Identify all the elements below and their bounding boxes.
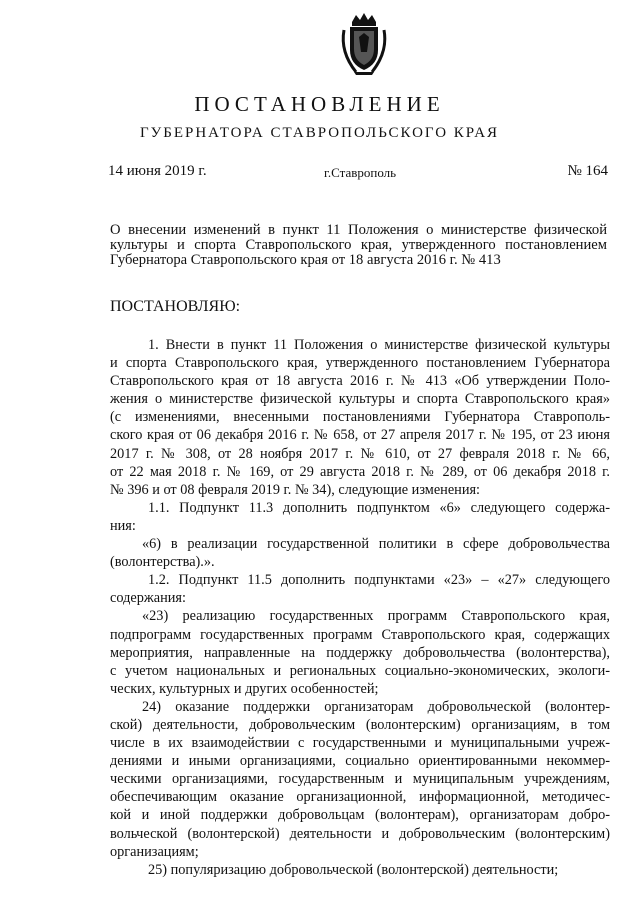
body-line: мероприятия, направленные на поддержку добровольчества (волонтерства), (110, 644, 610, 661)
document-subtitle: ГУБЕРНАТОРА СТАВРОПОЛЬСКОГО КРАЯ (139, 125, 500, 141)
body-line: дениями и иными организациями, социально ориентированными некоммер- (110, 753, 610, 770)
body-line: «6) в реализации государственной политики в сфере добровольчества (142, 536, 610, 553)
body-line: ской) деятельности, добровольческим (волонтерским) организациям, в том (110, 716, 610, 733)
body-line: 24) оказание поддержки организаторам добровольческой (волонтер- (142, 698, 610, 715)
decree-word: ПОСТАНОВЛЯЮ: (110, 298, 241, 315)
body-line: 1.2. Подпункт 11.5 дополнить подпунктами «23» – «27» следующего (148, 572, 610, 589)
body-line: обеспечивающим оказание организационной, информационной, методичес- (110, 789, 610, 806)
body-line: организациям; (110, 843, 199, 860)
decree-date: 14 июня 2019 г. (108, 163, 207, 179)
decree-city: г.Ставрополь (324, 165, 397, 180)
body-line: Ставропольского края от 18 августа 2016 г. № 413 «Об утверждении Поло- (110, 373, 610, 390)
body-line: (волонтерства).». (110, 554, 215, 571)
subject-line: культуры и спорта Ставропольского края, утвержденного постановлением (110, 237, 607, 253)
body-line: 2017 г. № 308, от 28 ноября 2017 г. № 610, от 27 февраля 2018 г. № 66, (110, 445, 610, 462)
decree-body (110, 336, 610, 879)
body-line: числе в их взаимодействии с государственными и муниципальными учреж- (110, 735, 610, 752)
body-line: ния: (110, 517, 136, 534)
body-line: и спорта Ставропольского края, утвержденного постановлением Губернатора (110, 355, 610, 372)
document-title: ПОСТАНОВЛЕНИЕ (194, 92, 445, 116)
body-line: с учетом национальных и региональных социально-экономических, экологи- (110, 662, 610, 679)
body-line: от 22 мая 2018 г. № 169, от 29 августа 2018 г. № 289, от 06 декабря 2018 г. (110, 463, 610, 480)
subject-line: Губернатора Ставропольского края от 18 августа 2016 г. № 413 (110, 252, 501, 268)
body-line: 1. Внести в пункт 11 Положения о министерстве физической культуры (148, 337, 610, 353)
body-line: кой и иной поддержки добровольцам (волонтерам), организаторам добро- (110, 807, 610, 824)
body-line: ского края от 06 декабря 2016 г. № 658, от 27 апреля 2017 г. № 195, от 23 июня (110, 427, 610, 444)
body-line: 25) популяризацию добровольческой (волонтерской) деятельности; (148, 861, 559, 878)
coat-of-arms-emblem-icon (338, 12, 390, 76)
body-line: вольческой (волонтерской) деятельности и добровольческим (волонтерским) (110, 825, 610, 842)
body-line: содержания: (110, 590, 186, 607)
body-line: 1.1. Подпункт 11.3 дополнить подпунктом «6» следующего содержа- (148, 499, 610, 516)
body-line: ческими организациями, государственным и муниципальным учреждениям, (110, 771, 610, 788)
body-line: подпрограмм государственных программ Ставропольского края, содержащих (110, 626, 610, 643)
body-line: жения о министерстве физической культуры и спорта Ставропольского края» (110, 391, 610, 408)
decree-number: № 164 (567, 163, 608, 179)
body-line: (с изменениями, внесенными постановлениями Губернатора Ставрополь- (110, 409, 610, 426)
body-line: ческих, культурных и других особенностей; (110, 680, 379, 697)
body-line: № 396 и от 08 февраля 2019 г. № 34), следующие изменения: (110, 481, 481, 498)
subject-line: О внесении изменений в пункт 11 Положения о министерстве физической (110, 222, 607, 238)
decree-subject (110, 223, 607, 268)
body-line: «23) реализацию государственных программ Ставропольского края, (142, 608, 610, 625)
